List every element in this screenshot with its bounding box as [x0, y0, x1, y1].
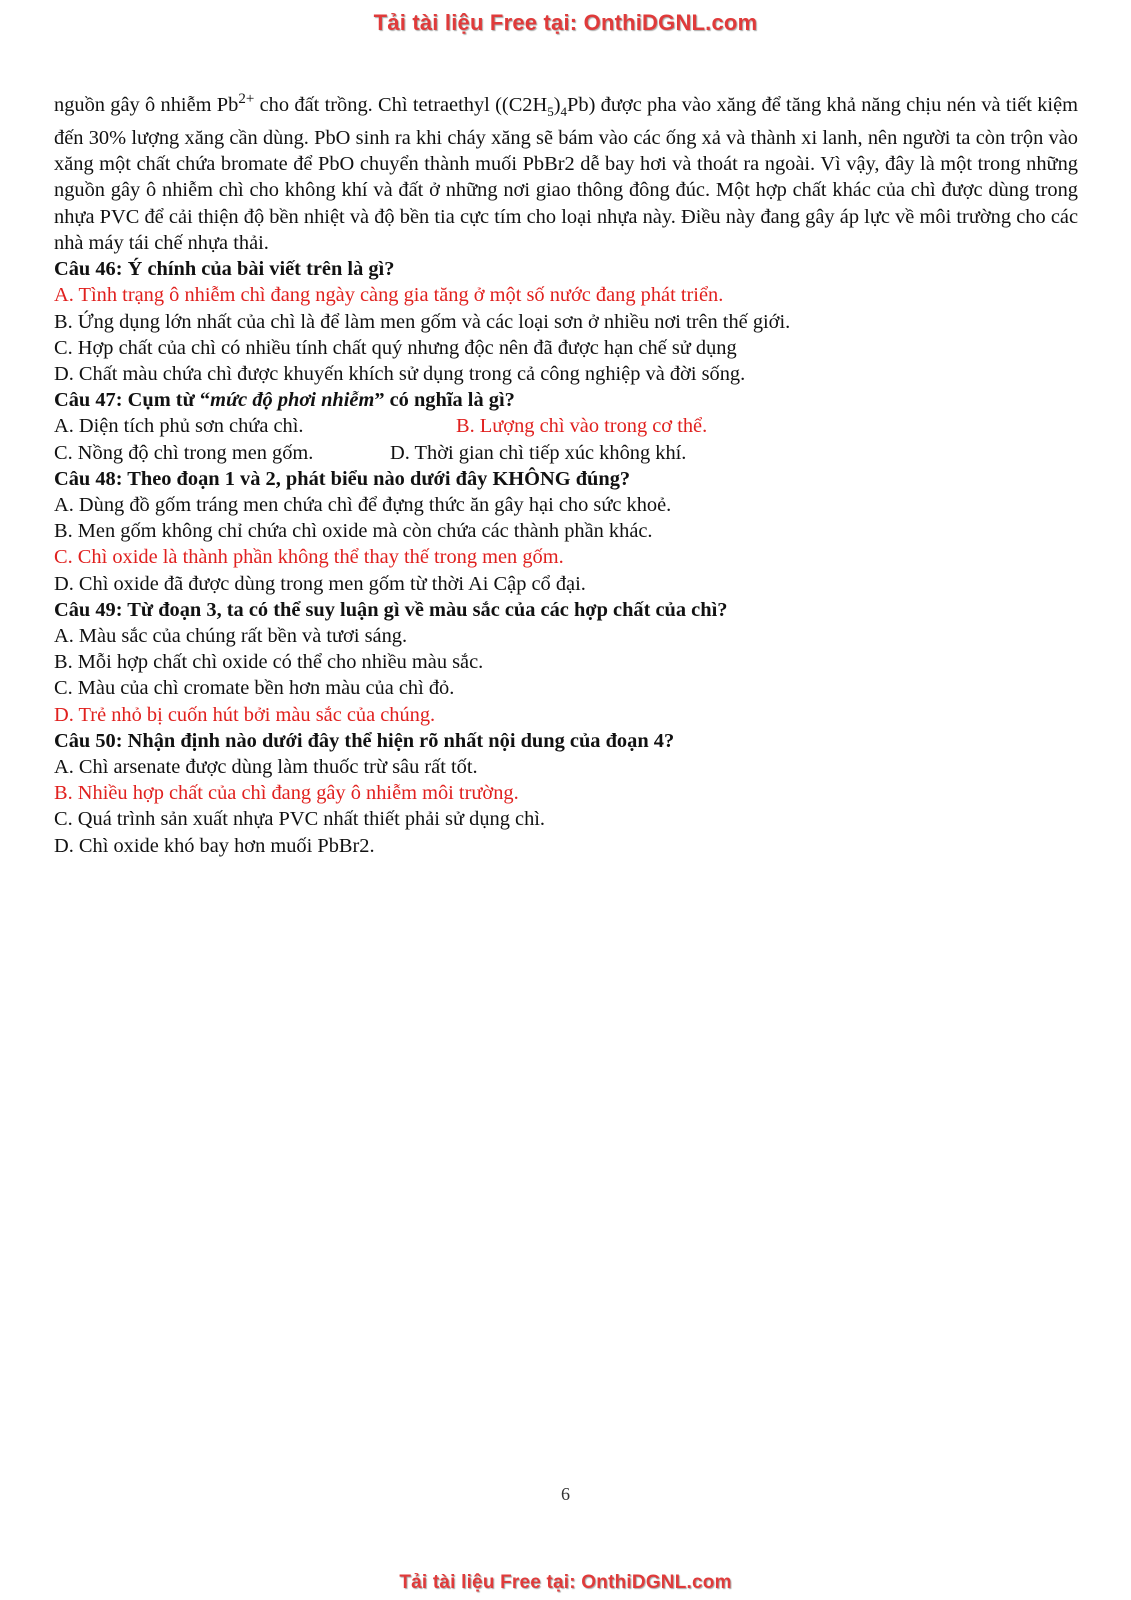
q47-option-d: D. Thời gian chì tiếp xúc không khí. — [390, 441, 687, 464]
q48-option-c-correct: C. Chì oxide là thành phần không thể thay thế trong men gốm. — [54, 546, 564, 569]
q49-option-b: B. Mỗi hợp chất chì oxide có thể cho nhiều màu sắc. — [54, 651, 484, 674]
page-number: 6 — [561, 1484, 570, 1504]
q50-option-c: C. Quá trình sản xuất nhựa PVC nhất thiết phải sử dụng chì. — [54, 808, 546, 831]
q46-option-b: B. Ứng dụng lớn nhất của chì là để làm men gốm và các loại sơn ở nhiều nơi trên thế giới. — [54, 310, 791, 333]
question-49-title: Câu 49: Từ đoạn 3, ta có thể suy luận gì về màu sắc của các hợp chất của chì? — [54, 598, 728, 621]
q49-option-a: A. Màu sắc của chúng rất bền và tươi sáng. — [54, 624, 408, 647]
q50-option-b-correct: B. Nhiều hợp chất của chì đang gây ô nhiễm môi trường. — [54, 782, 519, 805]
q49-option-c: C. Màu của chì cromate bền hơn màu của chì đỏ. — [54, 677, 455, 700]
footer-banner[interactable]: Tải tài liệu Free tại: OnthiDGNL.com — [399, 1572, 732, 1593]
q49-option-d-correct: D. Trẻ nhỏ bị cuốn hút bởi màu sắc của chúng. — [54, 703, 436, 726]
q47-option-b-correct: B. Lượng chì vào trong cơ thể. — [456, 415, 708, 438]
question-47-title: Câu 47: Cụm từ “mức độ phơi nhiễm” có nghĩa là gì? — [54, 389, 515, 412]
q48-option-d: D. Chì oxide đã được dùng trong men gốm từ thời Ai Cập cổ đại. — [54, 572, 586, 595]
q48-option-a: A. Dùng đồ gốm tráng men chứa chì để đựng thức ăn gây hại cho sức khoẻ. — [54, 493, 672, 516]
document-body — [54, 86, 1078, 859]
q50-option-a: A. Chì arsenate được dùng làm thuốc trừ sâu rất tốt. — [54, 755, 478, 778]
question-50-title: Câu 50: Nhận định nào dưới đây thể hiện rõ nhất nội dung của đoạn 4? — [54, 729, 675, 752]
q46-option-d: D. Chất màu chứa chì được khuyến khích sử dụng trong cả công nghiệp và đời sống. — [54, 362, 746, 385]
q50-option-d: D. Chì oxide khó bay hơn muối PbBr2. — [54, 834, 375, 857]
q47-options-row-2 — [54, 440, 1078, 466]
q47-options-row-1 — [54, 413, 1078, 439]
q46-option-c: C. Hợp chất của chì có nhiều tính chất quý nhưng độc nên đã được hạn chế sử dụng — [54, 336, 737, 359]
q46-option-a-correct: A. Tình trạng ô nhiễm chì đang ngày càng gia tăng ở một số nước đang phát triển. — [54, 284, 724, 307]
header-banner[interactable]: Tải tài liệu Free tại: OnthiDGNL.com — [373, 10, 758, 35]
passage-paragraph: nguồn gây ô nhiễm $Pb^{2+}$ cho đất trồng. Chì tetraethyl $((C2H_5)_4Pb)$ được pha vào xăng để tăng khả năng chịu nén và tiết kiệm đến 30% lượng xăng cần dùng. PbO sinh ra khi cháy xăng sẽ bám vào các ống xả và thành xi lanh, nên người ta còn trộn vào xăng một chất chứa bromate để PbO chuyển thành muối PbBr2 dễ bay hơi và thoát ra ngoài. Vì vậy, đây là một trong những nguồn gây ô nhiễm chì cho không khí và đất ở những nơi giao thông đông đúc. Một hợp chất khác của chì được dùng trong nhựa PVC để cải thiện độ bền nhiệt và độ bền tia cực tím cho loại nhựa này. Điều này đang gây áp lực về môi trường cho các nhà máy tái chế nhựa thải. — [54, 91, 1079, 254]
q47-option-a: A. Diện tích phủ sơn chứa chì. — [54, 415, 304, 438]
question-48-title: Câu 48: Theo đoạn 1 và 2, phát biểu nào dưới đây KHÔNG đúng? — [54, 467, 631, 490]
q48-option-b: B. Men gốm không chỉ chứa chì oxide mà còn chứa các thành phần khác. — [54, 520, 653, 543]
q47-option-c: C. Nồng độ chì trong men gốm. — [54, 441, 314, 464]
question-46-title: Câu 46: Ý chính của bài viết trên là gì? — [54, 258, 395, 281]
